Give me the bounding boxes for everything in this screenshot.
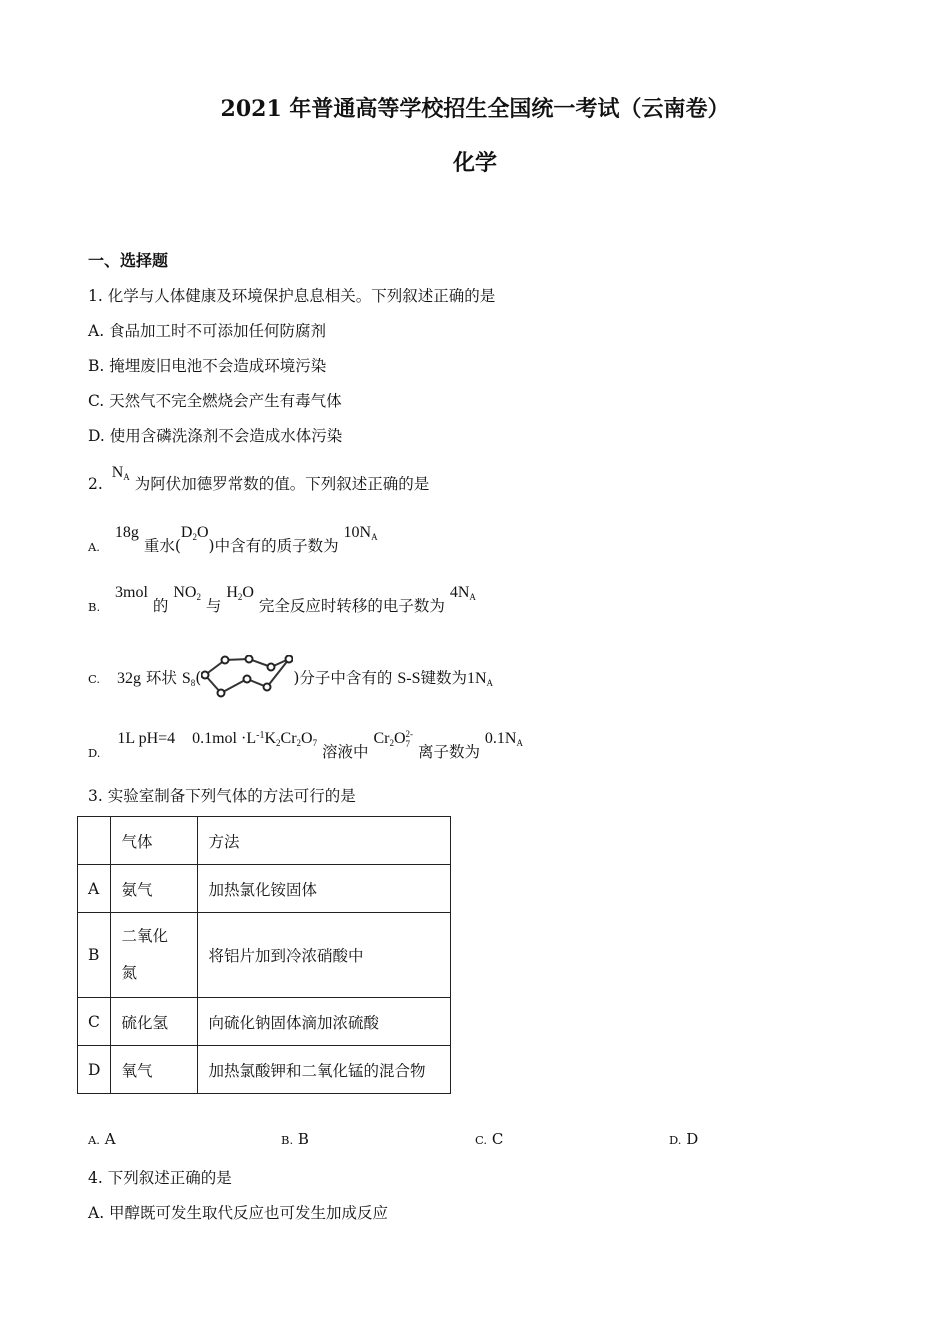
table-cell bbox=[111, 913, 198, 998]
page-title: 2021 年普通高等学校招生全国统一考试（云南卷） bbox=[220, 96, 730, 122]
table-header-cell bbox=[78, 817, 111, 865]
q1-stem: 1. 化学与人体健康及环境保护息息相关。下列叙述正确的是 bbox=[88, 287, 496, 305]
q2-stem: 2. NA 为阿伏加德罗常数的值。下列叙述正确的是 bbox=[88, 464, 430, 493]
q1-option-c: C. 天然气不完全燃烧会产生有毒气体 bbox=[88, 392, 342, 410]
q3-options-table bbox=[77, 816, 451, 1094]
s8-ring-molecule-icon bbox=[201, 655, 293, 699]
q1-option-d: D. 使用含磷洗涤剂不会造成水体污染 bbox=[88, 427, 343, 445]
q3-answer-d: D. D bbox=[669, 1130, 699, 1148]
q3-answer-a: A. A bbox=[88, 1130, 116, 1148]
q3-answer-b: B. B bbox=[281, 1130, 309, 1148]
table-cell: 向硫化钠固体滴加浓硫酸 bbox=[198, 998, 451, 1046]
q2-option-a: A. 18g 重水(D2O)中含有的质子数为 10NA bbox=[88, 524, 378, 555]
gas-name-line: 二氧化 bbox=[121, 927, 168, 945]
table-cell: 氧气 bbox=[111, 1046, 198, 1094]
table-cell: A bbox=[78, 865, 111, 913]
table-row bbox=[78, 998, 451, 1046]
q4-option-a: A. 甲醇既可发生取代反应也可发生加成反应 bbox=[88, 1204, 389, 1222]
gas-name-line: 氮 bbox=[121, 964, 137, 982]
q1-option-b: B. 掩埋废旧电池不会造成环境污染 bbox=[88, 357, 327, 375]
table-header-cell: 方法 bbox=[198, 817, 451, 865]
table-row bbox=[78, 1046, 451, 1094]
q3-answer-c: C. C bbox=[475, 1130, 504, 1148]
table-cell: D bbox=[78, 1046, 111, 1094]
q2-option-d: D. 1L pH=4 $0.1mol \cdot L^{-1}K2Cr2O7$ 溶液中 Cr2O 2- 7 离子数为 0.1NA bbox=[88, 729, 523, 761]
q4-stem: 4. 下列叙述正确的是 bbox=[88, 1169, 232, 1187]
subject-title: 化学 bbox=[452, 150, 497, 176]
section-heading: 一、选择题 bbox=[88, 251, 169, 270]
table-cell: 将铝片加到冷浓硝酸中 bbox=[198, 913, 451, 998]
q2-option-c: C. 32g 环状 S8( )分子中含有的 S-S键数为1NA bbox=[88, 666, 493, 689]
table-cell: B bbox=[78, 913, 111, 998]
table-cell: 加热氯酸钾和二氧化锰的混合物 bbox=[198, 1046, 451, 1094]
table-cell: C bbox=[78, 998, 111, 1046]
table-row bbox=[78, 865, 451, 913]
table-cell: 加热氯化铵固体 bbox=[198, 865, 451, 913]
q2-option-b: B. 3mol 的 NO2 与 H2O 完全反应时转移的电子数为 4NA bbox=[88, 584, 476, 615]
table-cell: 硫化氢 bbox=[111, 998, 198, 1046]
q3-stem: 3. 实验室制备下列气体的方法可行的是 bbox=[88, 787, 356, 805]
table-header-cell: 气体 bbox=[111, 817, 198, 865]
table-header-row bbox=[78, 817, 451, 865]
q1-option-a: A. 食品加工时不可添加任何防腐剂 bbox=[88, 322, 327, 340]
table-row bbox=[78, 913, 451, 998]
table-cell: 氨气 bbox=[111, 865, 198, 913]
